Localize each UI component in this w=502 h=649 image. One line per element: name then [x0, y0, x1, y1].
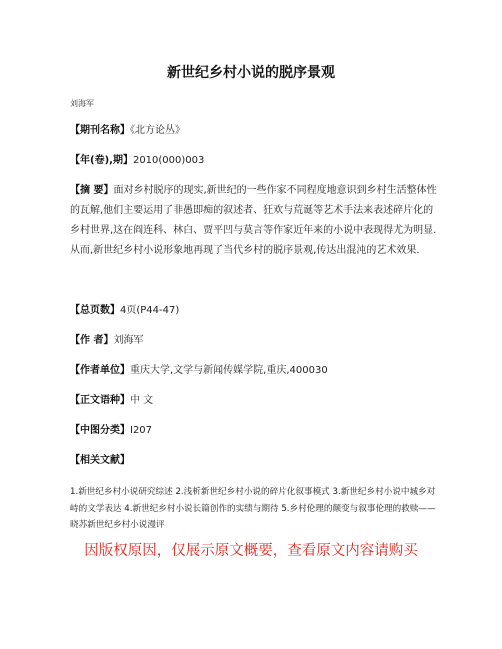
related-field: [70, 451, 440, 471]
abstract-text: 面对乡村脱序的现实,新世纪的一些作家不同程度地意识到乡村生活整体性的瓦解,他们主要运用了非愚即痴的叙述者、狂欢与荒诞等艺术手法来表述碎片化的乡村世界,这在阎连科、林白、贾平凹与莫言等作家近年来的小说中表现得尤为明显.从而,新世纪乡村小说形象地再现了当代乡村的脱序景观,传达出混沌的艺术效果.: [70, 185, 437, 256]
related-label: 【相关文献】: [70, 455, 130, 466]
classification-label: 【中图分类】: [70, 425, 130, 436]
year-label: 【年(卷),期】: [70, 155, 133, 166]
author-value: 刘海军: [113, 335, 144, 346]
classification-field: [70, 421, 440, 441]
journal-field: [70, 121, 440, 141]
journal-value: 《北方论丛》: [130, 125, 185, 136]
classification-value: I207: [130, 425, 153, 436]
pages-label: 【总页数】: [70, 305, 120, 316]
related-list: 1.新世纪乡村小说研究综述 2.浅析新世纪乡村小说的碎片化叙事模式 3.新世纪乡村小说中城乡对峙的文学表达 4.新世纪乡村小说长篇创作的实绩与期待 5.乡村伦理的颠变与叙事伦理的救赎——晓苏新世纪乡村小说漫评: [70, 487, 436, 530]
journal-label: 【期刊名称】: [70, 125, 130, 136]
language-label: 【正文语种】: [70, 395, 130, 406]
copyright-notice: 因版权原因，仅展示原文概要，查看原文内容请购买: [84, 543, 418, 559]
pages-value: 4页(P44-47): [120, 305, 180, 316]
page-title: 新世纪乡村小说的脱序景观: [167, 65, 335, 81]
language-field: [70, 391, 440, 411]
affiliation-field: [70, 361, 440, 381]
affiliation-label: 【作者单位】: [70, 365, 130, 376]
author-field: [70, 331, 440, 351]
pages-field: [70, 301, 440, 321]
affiliation-value: 重庆大学,文学与新闻传媒学院,重庆,400030: [130, 365, 328, 376]
abstract-label: 【摘 要】: [70, 185, 114, 196]
year-field: [70, 151, 440, 171]
author-byline: 刘海军: [70, 99, 94, 108]
language-value: 中 文: [130, 395, 154, 406]
abstract-field: [70, 181, 440, 261]
author-label: 【作 者】: [70, 335, 114, 346]
year-value: 2010(000)003: [132, 155, 205, 166]
